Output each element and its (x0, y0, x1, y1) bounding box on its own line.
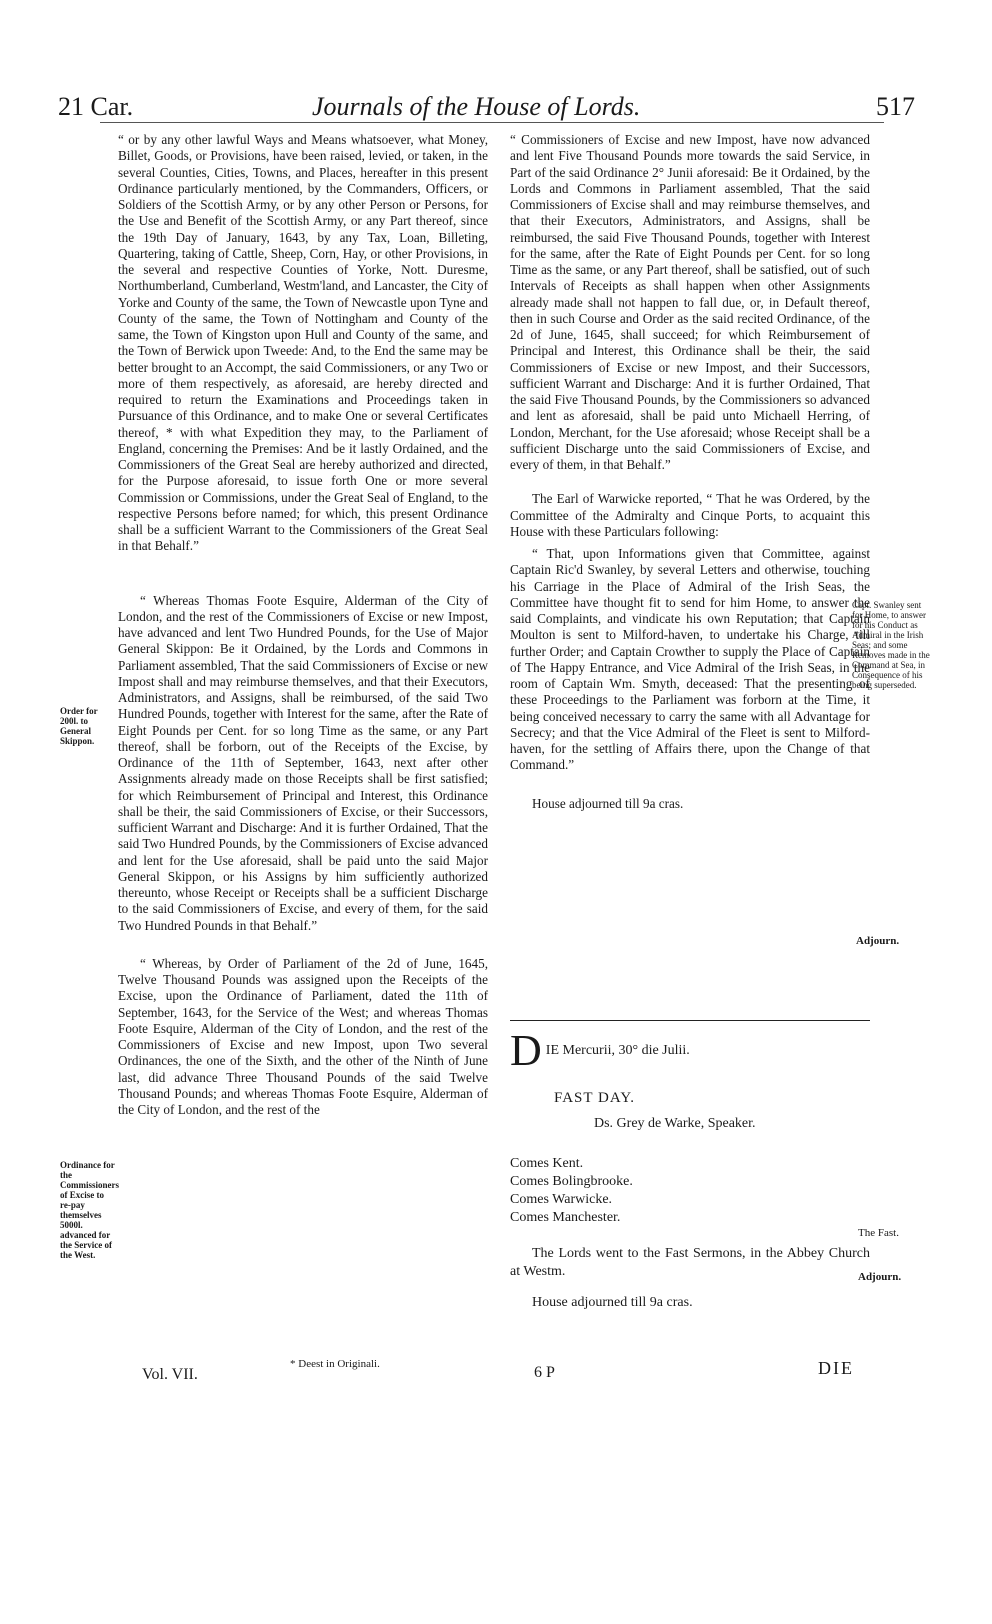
left-column (118, 132, 488, 1352)
warwicke-report-text: The Earl of Warwicke reported, “ That he was Ordered, by the Committee of the Admiralty and Cinque Ports, to acquaint this House with these Particulars following: (510, 491, 870, 539)
fast-sermon-text: The Lords went to the Fast Sermons, in the Abbey Church at Westm. (510, 1245, 870, 1279)
margin-note-fast: The Fast. (858, 1227, 899, 1239)
page-header-title: Journals of the House of Lords. (312, 92, 641, 121)
catchword: DIE (818, 1358, 854, 1378)
session-date: IE Mercurii, 30° die Julii. (545, 1043, 690, 1058)
lords-present-list (510, 1155, 870, 1227)
section-divider (510, 1020, 870, 1021)
footnote: * Deest in Originali. (290, 1358, 380, 1370)
margin-note-swanley: Capt. Swanley sent for Home, to answer for his Conduct as Admiral in the Irish Seas; and some Removes made in the Command at Sea, in Consequence of his being superseded. (852, 600, 930, 690)
header-rule (100, 122, 884, 123)
margin-note-skippon: Order for 200l. to General Skippon. (60, 706, 98, 746)
right-column (510, 132, 870, 834)
fast-day-section (510, 1034, 870, 1317)
fast-day-title: FAST DAY. (554, 1090, 635, 1106)
margin-note-adjourn-1: Adjourn. (856, 935, 900, 947)
drop-cap-letter: D (510, 1034, 542, 1068)
ordinance-west-service-text: “ Whereas, by Order of Parliament of the 2d of June, 1645, Twelve Thousand Pounds was assigned upon the Receipts of the Excise, upon the Ordinance of Parliament, dated the 11th of September, 1643, for the Service of the West; and whereas Thomas Foote Esquire, Alderman of the City of London, and the rest of the Commissioners of Excise and new Impost, upon Two several Ordinances, the one of the Sixth, and the other of the Ninth of June last, did advance Three Thousand Pounds of the said Twelve Thousand Pounds; and whereas Thomas Foote Esquire, Alderman of the City of London, and the rest of the (118, 955, 488, 1117)
ordinance-scottish-army-text: “ or by any other lawful Ways and Means whatsoever, what Money, Billet, Goods, or Provisions, have been raised, levied, or taken, in the several Counties, Cities, Towns, and Places, hereafter in this present Ordinance particularly mentioned, by the Commanders, Officers, or Soldiers of the Scottish Army, or by any other Person or Persons, for the Use and Benefit of the Scottish Army, or any Part thereof, since the 19th Day of January, 1643, by any Tax, Loan, Billeting, Quartering, taking of Cattle, Sheep, Corn, Hay, or other Provisions, in the several and respective Counties of Yorke, Nott. Duresme, Northumberland, Cumberland, Westm'land, and Lancaster, the City of Yorke and County of the same, the Town of Newcastle upon Tyne and County of the same, the Town of Nottingham and County of the same, the Town of Kingston upon Hull and County of the same, and the Town of Berwick upon Tweede: And, to the End the same may be better brought to an Accompt, the said Commissioners, or any Two or more of them respectively, as aforesaid, are hereby directed and required to return the Examinations and Proceedings taken in Pursuance of this Ordinance, and to make One or several Certificates thereof, * with what Expedition they may, to the Parliament of England, concerning the Premises: And be it lastly Ordained, and the Commissioners of the Great Seal are hereby authorized and directed, for the Purpose aforesaid, to issue forth One or more several Commission or Commissions, under the Great Seal of England, to the respective Persons before named; for which, this present Ordinance shall be a sufficient Warrant to the Commissioners of the Great Seal in that Behalf.” (118, 132, 488, 554)
lord-entry: Comes Kent. (510, 1155, 584, 1171)
signature-mark: 6 P (534, 1364, 555, 1381)
swanley-particulars-text: “ That, upon Informations given that Committee, against Captain Ric'd Swanley, by several Letters and otherwise, touching his Carriage in the Place of Admiral of the Irish Seas, the Committee have thought fit to send for him Home, to answer the said Complaints, and vindicate his own Reputation; that Captain Moulton is sent to Milford-haven, to undertake his Charge, till further Order; and Captain Crowther to supply the Place of Captain of The Happy Entrance, and Vice Admiral of the Irish Seas, in the room of Captain Wm. Smyth, deceased: That the presenting of these Proceedings to the Parliament was forborn at the Time, it being conceived necessary to carry the same with all Advantage for Secrecy; and that the Vice Admiral of the Fleet is sent to Milford-haven, for the settling of Affairs there, upon the Change of that Command.” (510, 546, 870, 773)
lord-entry: Comes Warwicke. (510, 1191, 613, 1207)
adjourn-text-1: House adjourned till 9a cras. (532, 795, 684, 811)
margin-note-excise: Ordinance for the Commissioners of Excise to re-pay themselves 5000l. advanced for the Service of the West. (60, 1160, 119, 1260)
page-number: 517 (876, 92, 915, 121)
volume-marker: Vol. VII. (142, 1366, 198, 1383)
lord-entry: Comes Bolingbrooke. (510, 1173, 633, 1189)
ordinance-herring-text: “ Commissioners of Excise and new Impost, have now advanced and lent Five Thousand Pounds more towards the said Service, in Part of the said Ordinance 2° Junii aforesaid: Be it Ordained, by the Lords and Commons in Parliament assembled, That the said Commissioners of Excise shall and may reimburse themselves, and that their Executors, Administrators, and Assigns, shall be reimbursed, the said Five Thousand Pounds, together with Interest for the same, after the Rate of Eight Pounds per Cent. for so long Time as the same, or any Part thereof, shall be satisfied, out of such Intervals of Receipts as shall happen when other Assignments already made shall not happen to fall due, or, in Default thereof, then in such Course and Order as the said recited Ordinance, of the 2d of June, 1645, shall succeed; for which Reimbursement of Principal and Interest, this Ordinance shall be their, the said Commissioners of Excise or new Impost, and their Successors, sufficient Warrant and Discharge: And it is further Ordained, That the said Five Thousand Pounds, by the Commissioners so advanced and lent as aforesaid, shall be paid unto Michaell Herring, of London, Merchant, for the Use aforesaid; whose Receipt shall be a sufficient Discharge unto the said Commissioners of Excise, and every of them, in that Behalf.” (510, 132, 870, 472)
margin-note-adjourn-2: Adjourn. (858, 1271, 902, 1283)
page-header-left: 21 Car. (58, 92, 134, 121)
ordinance-skippon-text: “ Whereas Thomas Foote Esquire, Alderman of the City of London, and the rest of the Commissioners of Excise or new Impost, have advanced and lent Two Hundred Pounds, for the Use of Major General Skippon: Be it Ordained, by the Lords and Commons in Parliament assembled, That the said Commissioners of Excise or new Impost shall and may reimburse themselves, and that their Executors, Administrators, and Assigns, shall be reimbursed, of the said Two Hundred Pounds, together with Interest for the same, after the Rate of Eight Pounds per Cent. for so long Time as the same, or any Part thereof, shall be forborn, out of the Receipts of the Excise, by Ordinance of the 11th of September, 1643, next after other Assignments already made on those Receipts shall be first satisfied; for which Reimbursement of Principal and Interest, this Ordinance shall be their, the said Commissioners of Excise, or their Successors, sufficient Warrant and Discharge: And it is further Ordained, That the said Two Hundred Pounds, by the Commissioners of Excise advanced and lent for the Use aforesaid, shall be paid unto the said Major General Skippon, or his Assigns by him sufficiently authorized thereunto, whose Receipt or Receipts shall be a sufficient Discharge to the said Commissioners of Excise, and every of them, for the said Two Hundred Pounds in that Behalf.” (118, 592, 488, 933)
speaker-line: Ds. Grey de Warke, Speaker. (594, 1116, 756, 1132)
adjourn-text-2: House adjourned till 9a cras. (532, 1294, 693, 1310)
lord-entry: Comes Manchester. (510, 1209, 621, 1225)
